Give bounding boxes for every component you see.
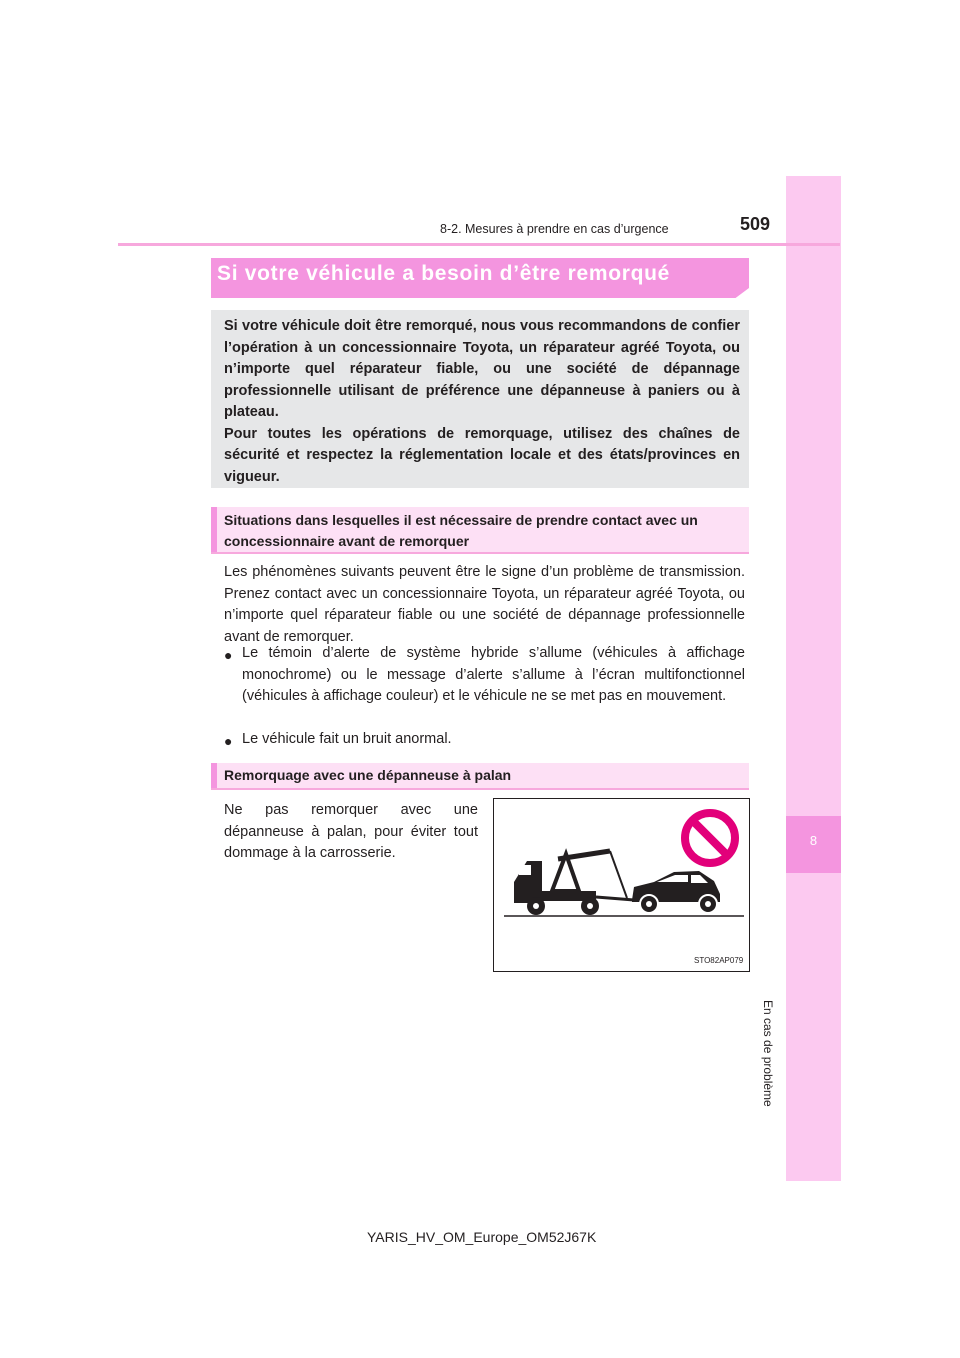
section-heading-accent (211, 507, 217, 553)
page-number: 509 (740, 214, 771, 234)
section-heading-rule (211, 552, 749, 554)
intro-paragraph: Si votre véhicule doit être remorqué, nous vous recommandons de confier l’opération à un concessionnaire Toyota, un réparateur agréé Toyota, ou n’importe quel réparateur fiable, ou une société de dépannage professionnelle utilisant de préférence une dépanneuse à paniers ou à plateau. (224, 318, 740, 420)
section-heading-contact-dealer: Situations dans lesquelles il est nécessaire de prendre contact avec un concessionnaire avant de remorquer (224, 512, 698, 549)
section-heading-wheel-lift: Remorquage avec une dépanneuse à palan (224, 767, 512, 783)
prohibited-tow-truck-icon (494, 799, 749, 971)
section-heading-rule (211, 788, 749, 790)
chapter-title: En cas de problème (761, 1000, 775, 1107)
chapter-number: 8 (809, 833, 818, 848)
bullet-icon: ● (224, 647, 233, 663)
header-divider (118, 243, 840, 246)
section-heading-accent (211, 763, 217, 789)
intro-paragraph: Pour toutes les opérations de remorquage, utilisez des chaînes de sécurité et respectez la réglementation locale et des états/provinces en vigueur. (224, 425, 740, 485)
bullet-item: Le témoin d’alerte de système hybride s’allume (véhicules à affichage monochrome) ou le message d’alerte s’allume à l’écran multifonctionnel (véhicules à affichage couleur) et le véhicule ne se met pas en mouvement. (242, 645, 745, 704)
bullet-icon: ● (224, 733, 233, 749)
tow-truck-illustration (493, 798, 750, 972)
page-title: Si votre véhicule a besoin d’être remorqué (217, 262, 671, 285)
side-tab-strip (786, 176, 841, 1181)
section-body-text: Les phénomènes suivants peuvent être le signe d’un problème de transmission. Prenez contact avec un concessionnaire Toyota, un réparateur agréé Toyota, ou n’importe quel réparateur fiable ou une société de dépannage professionnelle avant de remorquer. (224, 564, 745, 645)
figure-code: STO82AP079 (694, 956, 744, 965)
footer-document-id: YARIS_HV_OM_Europe_OM52J67K (367, 1229, 597, 1245)
bullet-item: Le véhicule fait un bruit anormal. (242, 731, 452, 747)
section-body-text: Ne pas remorquer avec une dépanneuse à palan, pour éviter tout dommage à la carrosserie. (224, 802, 478, 861)
intro-text (224, 316, 740, 488)
header-section-title: 8-2. Mesures à prendre en cas d’urgence (440, 222, 669, 236)
